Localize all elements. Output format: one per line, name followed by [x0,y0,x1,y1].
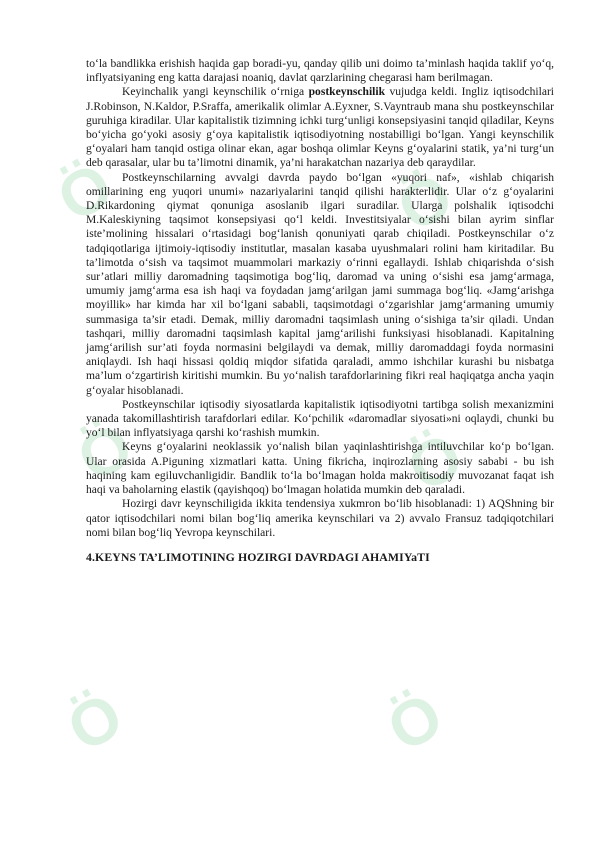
watermark-glyph: Ö [395,418,475,506]
paragraph-text: Keyinchalik yangi keynschilik o‘rniga [122,86,309,99]
paragraph: Hozirgi davr keynschiligida ikkita tendensiya xukmron bo‘lib hisoblanadi: 1) AQShning bir qator iqtisodchilari nomi bilan bog‘liq amerika keynschilari va 2) avvalo Fransuz tadqiqotchilari nomi bilan bog‘liq Yevropa keynschilari. [86,498,554,539]
watermark-glyph: Ö [45,148,125,236]
paragraph: Postkeynschilar iqtisodiy siyosatlarda kapitalistik iqtisodiyotni tartibga solish mexanizmini yanada takomillashtirish tarafdorlari edilar. Ko‘pchilik «daromadlar siyosati»ni oqlaydi, chunki bu yo‘l bilan inflyatsiyaga qarshi ko‘rashish mumkin. [86,398,554,440]
paragraph: Keyns g‘oyalarini neoklassik yo‘nalish bilan yaqinlashtirishga intiluvchilar ko‘p bo‘lgan. Ular orasida A.Piguning xizmatlari katta. Uning fikricha, inqirozlarning asosiy sababi - bu ish haqining kam egiluvchanligidir. Bandlik to‘la bo‘lmagan holda makroitisodiy muvozanat faqat ish haqi va baholarning elastik (qayishqoq) bo‘lmagan holatida mumkin deb qaraladi. [86,441,554,497]
bold-term: postkeynschilik [308,86,385,99]
section-heading: 4.KEYNS TA’LIMOTINING HOZIRGI DAVRDAGI AHAMIYaTI [86,549,430,564]
watermark-glyph: Ö [375,678,455,766]
paragraph [86,85,554,170]
paragraph: Postkeynschilarning avvalgi davrda paydo bo‘lgan «yuqori naf», «ishlab chiqarish omillarining eng yuqori unumi» nazariyalarini tanqid qilishi harakterlidir. Ular o‘z g‘oyalarini D.Rikardoning qiymat qonuniga asoslanib ilgari suradilar. Ularga polshalik iqtisodchi M.Kaleskiyning taqsimot konsepsiyasi qo‘l keldi. Investitsiyalar o‘sishi bilan ayrim sinflar iste’molining hissalari o‘rtasidagi bog‘lanish qonuniyati qarab chiqiladi. Postkeynschilar o‘z tadqiqotlariga ijtimoiy-iqtisodiy institutlar, masalan kasaba uyushmalari rolini ham kiritadilar. Bu ta’limotda o‘sish va taqsimot muammolari markaziy o‘rinni egallaydi. Ishlab chiqarishda o‘sish sur’atlari milliy daromadning taqsimotiga bog‘liq, daromad va uning o‘sishi esa jamg‘armaga, umumiy jamg‘arma esa ish haqi va foydadan jamg‘arilgan jami summaga bog‘liq. «Jamg‘arishga moyillik» har kimda har xil bo‘lgani sababli, taqsimotdagi o‘zgarishlar jamg‘armaning umumiy summasiga ta’sir etadi. Demak, milliy daromadni taqsimlash uning o‘sishiga ta’sir qiladi. Undan tashqari, milliy daromadni taqsimlash kapital jamg‘arilishi funksiyasi hisoblanadi. Kapitalning jamg‘arilish sur’ati foyda normasini belgilaydi va demak, milliy daromaddagi foyda normasini aniqlaydi. Ish haqi hissasi qoldiq miqdor sifatida qaraladi, ammo ishchilar kurashi bu nisbatga ma’lum o‘zgartirish kiritishi mumkin. Bu yo‘nalish tarafdorlarining fikri real haqiqatga ancha yaqin g‘oyalar hisoblanadi. [86,171,554,397]
watermark-glyph: Ö [65,408,145,496]
watermark-glyph: Ö [385,158,465,246]
paragraph: to‘la bandlikka erishish haqida gap boradi-yu, qanday qilib uni doimo ta’minlash haqida taklif yo‘q, inflyatsiyaning eng katta darajasi noaniq, davlat qarzlarining chegarasi ham berilmagan. [86,58,554,85]
document-body [86,57,554,564]
paragraph-text: vujudga keldi. Ingliz iqtisodchilari J.Robinson, N.Kaldor, P.Sraffa, amerikalik olimlar A.Eyxner, S.Vayntraub mana shu postkeynschilar guruhiga kiradilar. Ular kapitalistik tizimning ichki turg‘unligi konsepsiyasini tanqid qiladilar, Keyns bo‘yicha go‘yoki asosiy g‘oya kapitalistik iqtisodiyotning nostabilligi bo‘lgan. Yangi keynschilik g‘oyalari ham tanqid ostiga olinar ekan, agar boshqa olimlar Keyns g‘oyalarini statik, ya’ni turg‘un deb qarasalar, ular bu ta’limotni dinamik, ya’ni harakatchan nazariya deb qaraydilar. [86,86,554,170]
watermark-glyph: Ö [55,678,135,766]
